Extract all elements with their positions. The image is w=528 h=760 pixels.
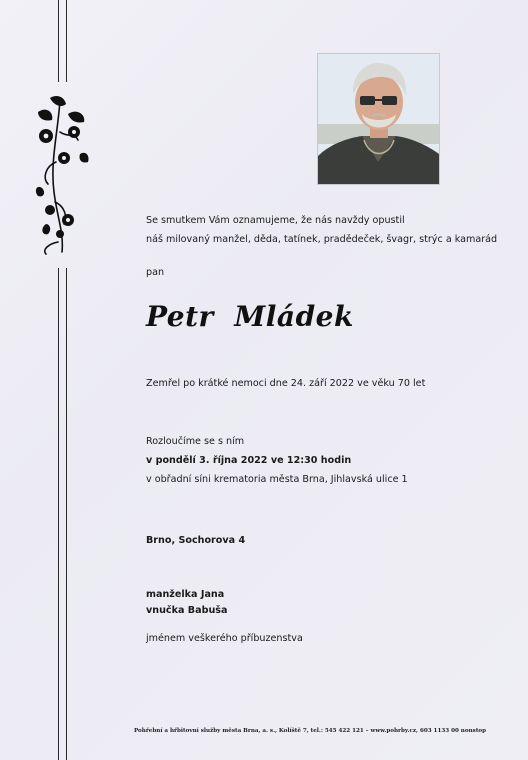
mourners-family: jménem veškerého příbuzenstva	[146, 633, 303, 644]
top-left-line-2	[66, 0, 67, 82]
mourner-granddaughter: vnučka Babuša	[146, 605, 228, 616]
farewell-datetime: v pondělí 3. října 2022 ve 12:30 hodin	[146, 455, 352, 466]
farewell-intro: Rozloučíme se s ním	[146, 436, 245, 447]
bottom-left-line-2	[66, 268, 67, 760]
footer-funeral-service: Pohřební a hřbitovní služby města Brna, a. s., Kolíště 7, tel.: 545 422 121 – www.pohrby.cz, 603 1133 00 nonstop	[134, 728, 487, 734]
intro-line-1: Se smutkem Vám oznamujeme, že nás navždy opustil	[146, 215, 405, 226]
top-left-line-1	[58, 0, 59, 82]
pan-label: pan	[146, 267, 165, 278]
intro-line-2: náš milovaný manžel, děda, tatínek, pradědeček, švagr, strýc a kamarád	[146, 234, 498, 245]
deceased-name: Petr Mládek	[146, 300, 354, 333]
farewell-place: v obřadní síni krematoria města Brna, Jihlavská ulice 1	[146, 474, 408, 485]
mourner-wife: manželka Jana	[146, 589, 225, 600]
bottom-left-line-1	[58, 268, 59, 760]
address: Brno, Sochorova 4	[146, 535, 246, 546]
portrait-photo	[317, 53, 440, 185]
death-notice: Zemřel po krátké nemoci dne 24. září 2022 ve věku 70 let	[146, 378, 426, 389]
floral-rose-ornament-icon	[28, 92, 92, 256]
